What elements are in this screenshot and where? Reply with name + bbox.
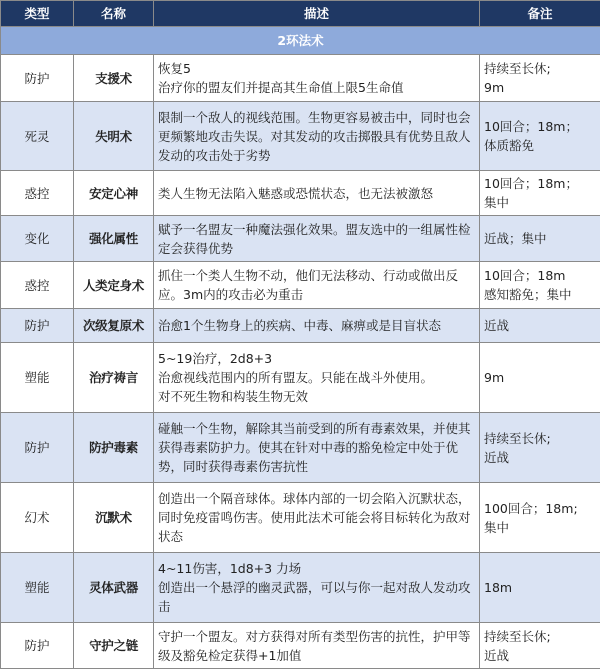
cell-desc: 4~11伤害，1d8+3 力场 创造出一个悬浮的幽灵武器，可以与你一起对敌人发动攻击 [154, 553, 480, 623]
cell-name: 守护之链 [74, 623, 154, 669]
cell-name: 安定心神 [74, 171, 154, 216]
header-desc: 描述 [154, 1, 480, 27]
cell-type: 变化 [1, 216, 74, 262]
cell-type: 防护 [1, 55, 74, 102]
cell-type: 惑控 [1, 171, 74, 216]
header-note: 备注 [480, 1, 600, 27]
cell-name: 强化属性 [74, 216, 154, 262]
cell-name: 人类定身术 [74, 262, 154, 309]
cell-note: 持续至长休; 近战 [480, 413, 600, 483]
cell-name: 支援术 [74, 55, 154, 102]
cell-note: 10回合；18m； 体质豁免 [480, 102, 600, 171]
table-row [1, 553, 600, 623]
cell-name: 治疗祷言 [74, 343, 154, 413]
cell-note: 10回合；18m； 集中 [480, 171, 600, 216]
table-row [1, 309, 600, 343]
table-row [1, 343, 600, 413]
cell-type: 塑能 [1, 343, 74, 413]
header-name: 名称 [74, 1, 154, 27]
section-row [1, 27, 600, 55]
cell-note: 持续至长休; 9m [480, 55, 600, 102]
cell-type: 塑能 [1, 553, 74, 623]
header-type: 类型 [1, 1, 74, 27]
cell-desc: 恢复5 治疗你的盟友们并提高其生命值上限5生命值 [154, 55, 480, 102]
cell-note: 10回合；18m 感知豁免；集中 [480, 262, 600, 309]
cell-name: 次级复原术 [74, 309, 154, 343]
cell-note: 18m [480, 553, 600, 623]
cell-desc: 抓住一个类人生物不动，他们无法移动、行动或做出反应。3m内的攻击必为重击 [154, 262, 480, 309]
cell-desc: 治愈1个生物身上的疾病、中毒、麻痹或是目盲状态 [154, 309, 480, 343]
cell-type: 防护 [1, 623, 74, 669]
cell-note: 9m [480, 343, 600, 413]
table-row [1, 413, 600, 483]
cell-name: 防护毒素 [74, 413, 154, 483]
cell-desc: 碰触一个生物，解除其当前受到的所有毒素效果，并使其获得毒素防护力。使其在针对中毒的豁免检定中处于优势，同时获得毒素伤害抗性 [154, 413, 480, 483]
table-row [1, 102, 600, 171]
cell-type: 死灵 [1, 102, 74, 171]
cell-type: 幻术 [1, 483, 74, 553]
cell-name: 沉默术 [74, 483, 154, 553]
cell-note: 100回合；18m; 集中 [480, 483, 600, 553]
table-row [1, 55, 600, 102]
table-row [1, 171, 600, 216]
table-row [1, 483, 600, 553]
cell-name: 灵体武器 [74, 553, 154, 623]
cell-desc: 守护一个盟友。对方获得对所有类型伤害的抗性，护甲等级及豁免检定获得+1加值 [154, 623, 480, 669]
table-row [1, 262, 600, 309]
table-row [1, 216, 600, 262]
cell-desc: 5~19治疗，2d8+3 治愈视线范围内的所有盟友。只能在战斗外使用。 对不死生物和构装生物无效 [154, 343, 480, 413]
cell-desc: 类人生物无法陷入魅惑或恐慌状态，也无法被激怒 [154, 171, 480, 216]
cell-note: 近战；集中 [480, 216, 600, 262]
cell-type: 防护 [1, 413, 74, 483]
section-title: 2环法术 [1, 27, 600, 55]
cell-note: 近战 [480, 309, 600, 343]
cell-note: 持续至长休; 近战 [480, 623, 600, 669]
cell-desc: 赋予一名盟友一种魔法强化效果。盟友选中的一组属性检定会获得优势 [154, 216, 480, 262]
header-row [1, 1, 600, 27]
table-row [1, 623, 600, 669]
cell-type: 惑控 [1, 262, 74, 309]
cell-desc: 限制一个敌人的视线范围。生物更容易被击中，同时也会更频繁地攻击失误。对其发动的攻击掷骰具有优势且敌人发动的攻击处于劣势 [154, 102, 480, 171]
cell-type: 防护 [1, 309, 74, 343]
cell-name: 失明术 [74, 102, 154, 171]
cell-desc: 创造出一个隔音球体。球体内部的一切会陷入沉默状态，同时免疫雷鸣伤害。使用此法术可能会将目标转化为敌对状态 [154, 483, 480, 553]
